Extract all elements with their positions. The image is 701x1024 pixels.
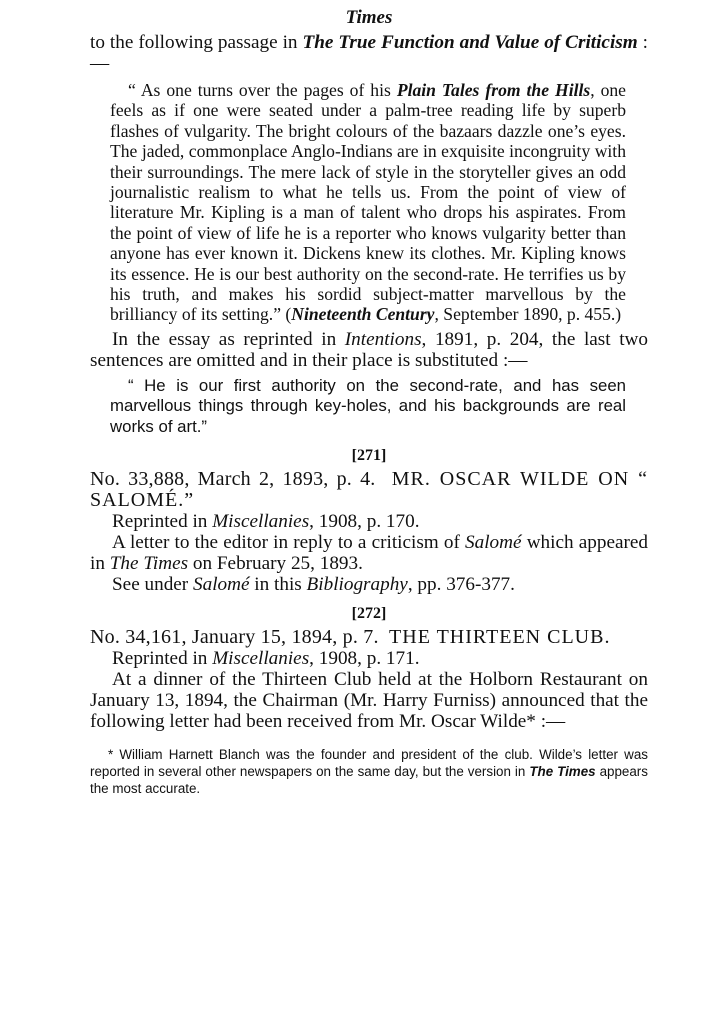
entry-271-reprint [90,511,648,532]
intentions-before: In the essay as reprinted in [112,328,345,350]
quote-source: Nineteenth Century [291,304,435,325]
letter-paper: The Times [109,553,189,575]
see-label: See under [112,574,193,596]
reprint-details: , 1908, p. 170. [309,511,420,533]
quote-close: , September 1890, p. 455.) [434,304,622,325]
entry-272-dinner: At a dinner of the Thirteen Club held at the Holborn Restaurant on January 13, 1894, the Chairman (Mr. Harry Furniss) announced that the following letter had been received from Mr. Oscar Wilde* :— [90,669,648,733]
reprint-label: Reprinted in [112,511,213,533]
intro-title: The True Function and Value of Criticism [302,32,638,53]
intro-text: to the following passage in [90,32,303,53]
letter-mid: which appeared in [90,532,648,575]
entry-number-271: [271] [351,447,387,465]
running-head: Times [345,7,393,28]
intentions-title: Intentions [344,328,422,350]
quote-book-title: Plain Tales from the Hills [396,80,591,100]
substituted-quote-text: “ He is our first authority on the second-rate, and has seen marvellous things through key-holes, and his backgrounds are real works of art.” [110,375,626,436]
letter-work: Salomé [465,532,522,554]
see-pages: , pp. 376-377. [407,574,515,596]
entry-271-heading [90,469,648,511]
intentions-after: , 1891, p. 204, the last two sentences are omitted and in their place is substituted :— [90,328,648,371]
entry-272-title: THE THIRTEEN CLUB. [389,626,611,649]
entry-number-272: [272] [351,605,387,623]
intro-paragraph [90,32,648,74]
reprint-label: Reprinted in [112,648,213,670]
document-page [90,6,648,797]
footnote-text [90,746,648,797]
reprint-book: Miscellanies [212,648,310,670]
footnote [90,746,648,797]
quote-body: , one feels as if one were seated under a palm-tree reading life by superb flashes of vulgarity. The bright colours of the bazaars dazzle one’s eyes. The jaded, commonplace Anglo-Indians are in exquisite incongruity with their surroundings. The mere lack of style in the storyteller gives an odd journalistic realism to what he tells us. From the point of view of literature Mr. Kipling is a man of talent who drops his aspirates. From the point of view of life he is a reporter who knows vulgarity better than anyone has ever known it. Dickens knew its clothes. Mr. Kipling knows its essence. He is our best authority on the second-rate. He terrifies us by his truth, and makes his sordid subject-matter marvellous by the brilliancy of its setting.” ( [110,80,626,325]
see-mid: in this [249,574,307,596]
entry-271-ref: No. 33,888, March 2, 1893, p. 4. [90,468,376,491]
entry-271-letter [90,532,648,574]
entry-272-ref: No. 34,161, January 15, 1894, p. 7. [90,626,379,649]
entry-272-reprint [90,648,648,669]
quote-open: “ As one turns over the pages of his [128,80,397,100]
intro-colon: :— [90,32,649,74]
entry-272-heading [90,627,648,648]
letter-text: A letter to the editor in reply to a criticism of [112,532,466,554]
entry-271-see [90,574,648,595]
see-work: Salomé [193,574,250,596]
entry-271-title: MR. OSCAR WILDE ON “ SALOMÉ.” [90,468,648,512]
footnote-body: * William Harnett Blanch was the founder and president of the club. Wilde’s letter was reported in several other newspapers on the same day, but the version in [90,747,648,780]
intentions-paragraph [90,329,648,371]
substituted-quote [110,376,626,437]
footnote-end: appears the most accurate. [90,764,648,797]
reprint-details: , 1908, p. 171. [309,648,420,670]
letter-date: on February 25, 1893. [188,553,363,575]
see-book: Bibliography [306,574,408,596]
reprint-book: Miscellanies [212,511,310,533]
footnote-paper: The Times [529,764,596,780]
kipling-quote [110,80,626,325]
